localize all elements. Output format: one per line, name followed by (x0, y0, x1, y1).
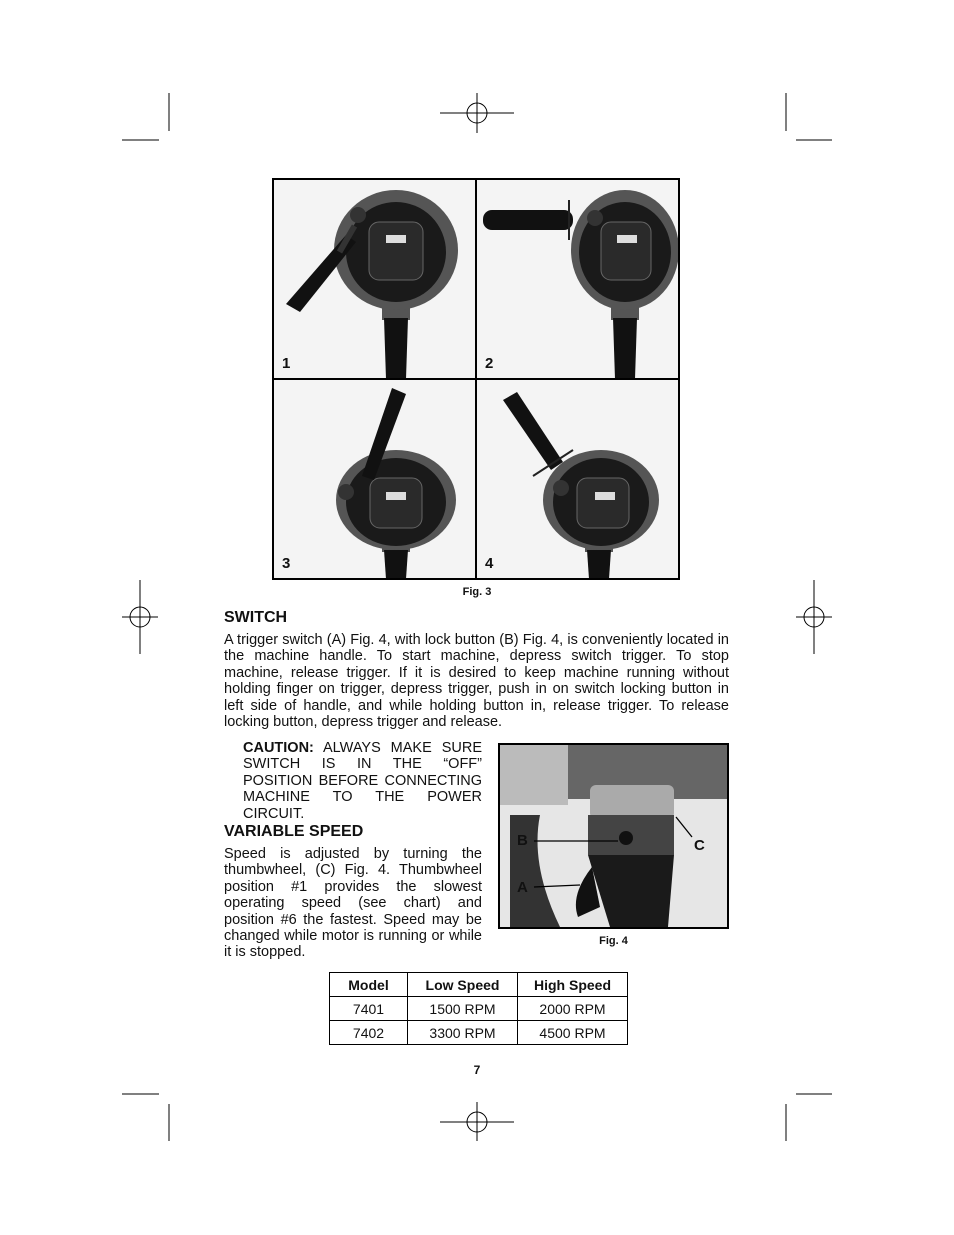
header-low-speed: Low Speed (408, 973, 518, 997)
callout-label-a: A (517, 879, 528, 896)
grinder-photo-3 (274, 380, 475, 578)
cell-model: 7402 (330, 1021, 408, 1045)
figure-3-panel-2 (477, 180, 678, 378)
figure-4-caption: Fig. 4 (599, 935, 628, 947)
figure-3-grid (272, 178, 680, 580)
page-number: 7 (473, 1063, 481, 1077)
speed-table (329, 972, 628, 1045)
figure-3-panel-4 (477, 380, 678, 578)
figure-3-panel-number: 3 (282, 555, 291, 572)
callout-lines (500, 745, 727, 927)
table-row (330, 1021, 628, 1045)
callout-label-c: C (694, 837, 705, 854)
figure-4-photo (498, 743, 729, 929)
variable-speed-heading: VARIABLE SPEED (224, 823, 364, 840)
figure-3-caption: Fig. 3 (462, 586, 492, 598)
caution-label: CAUTION: (243, 740, 314, 756)
switch-body: A trigger switch (A) Fig. 4, with lock button (B) Fig. 4, is conveniently located in the machine handle. To start machine, depress switch trigger. To stop machine, release trigger. If it is desired to keep machine running without holding finger on trigger, depress trigger, push in on switch locking button in left side of handle, and while holding button in, release trigger. To release locking button, depress trigger and release. (224, 632, 729, 731)
cell-high-speed: 2000 RPM (518, 997, 628, 1021)
figure-3-panel-1 (274, 180, 475, 378)
grinder-photo-1 (274, 180, 475, 378)
cell-low-speed: 1500 RPM (408, 997, 518, 1021)
switch-heading: SWITCH (224, 609, 288, 626)
cell-model: 7401 (330, 997, 408, 1021)
cell-high-speed: 4500 RPM (518, 1021, 628, 1045)
caution-text: ALWAYS MAKE SURE SWITCH IS IN THE “OFF” POSITION BEFORE CONNECTING MACHINE TO THE POWER CIRCUIT. (243, 740, 482, 822)
header-high-speed: High Speed (518, 973, 628, 997)
variable-speed-body: Speed is adjusted by turning the thumbwheel, (C) Fig. 4. Thumbwheel position #1 provides the slowest operating speed (see chart) and position #6 the fastest. Speed may be changed while motor is running or while it is stopped. (224, 846, 482, 961)
table-header-row (330, 973, 628, 997)
figure-3-panel-number: 2 (485, 355, 494, 372)
cell-low-speed: 3300 RPM (408, 1021, 518, 1045)
table-row (330, 997, 628, 1021)
figure-3-panel-3 (274, 380, 475, 578)
header-model: Model (330, 973, 408, 997)
grinder-photo-2 (477, 180, 678, 378)
figure-3-panel-number: 4 (485, 555, 494, 572)
callout-label-b: B (517, 832, 528, 849)
grinder-photo-4 (477, 380, 678, 578)
caution-note (243, 740, 482, 822)
figure-3-panel-number: 1 (282, 355, 291, 372)
